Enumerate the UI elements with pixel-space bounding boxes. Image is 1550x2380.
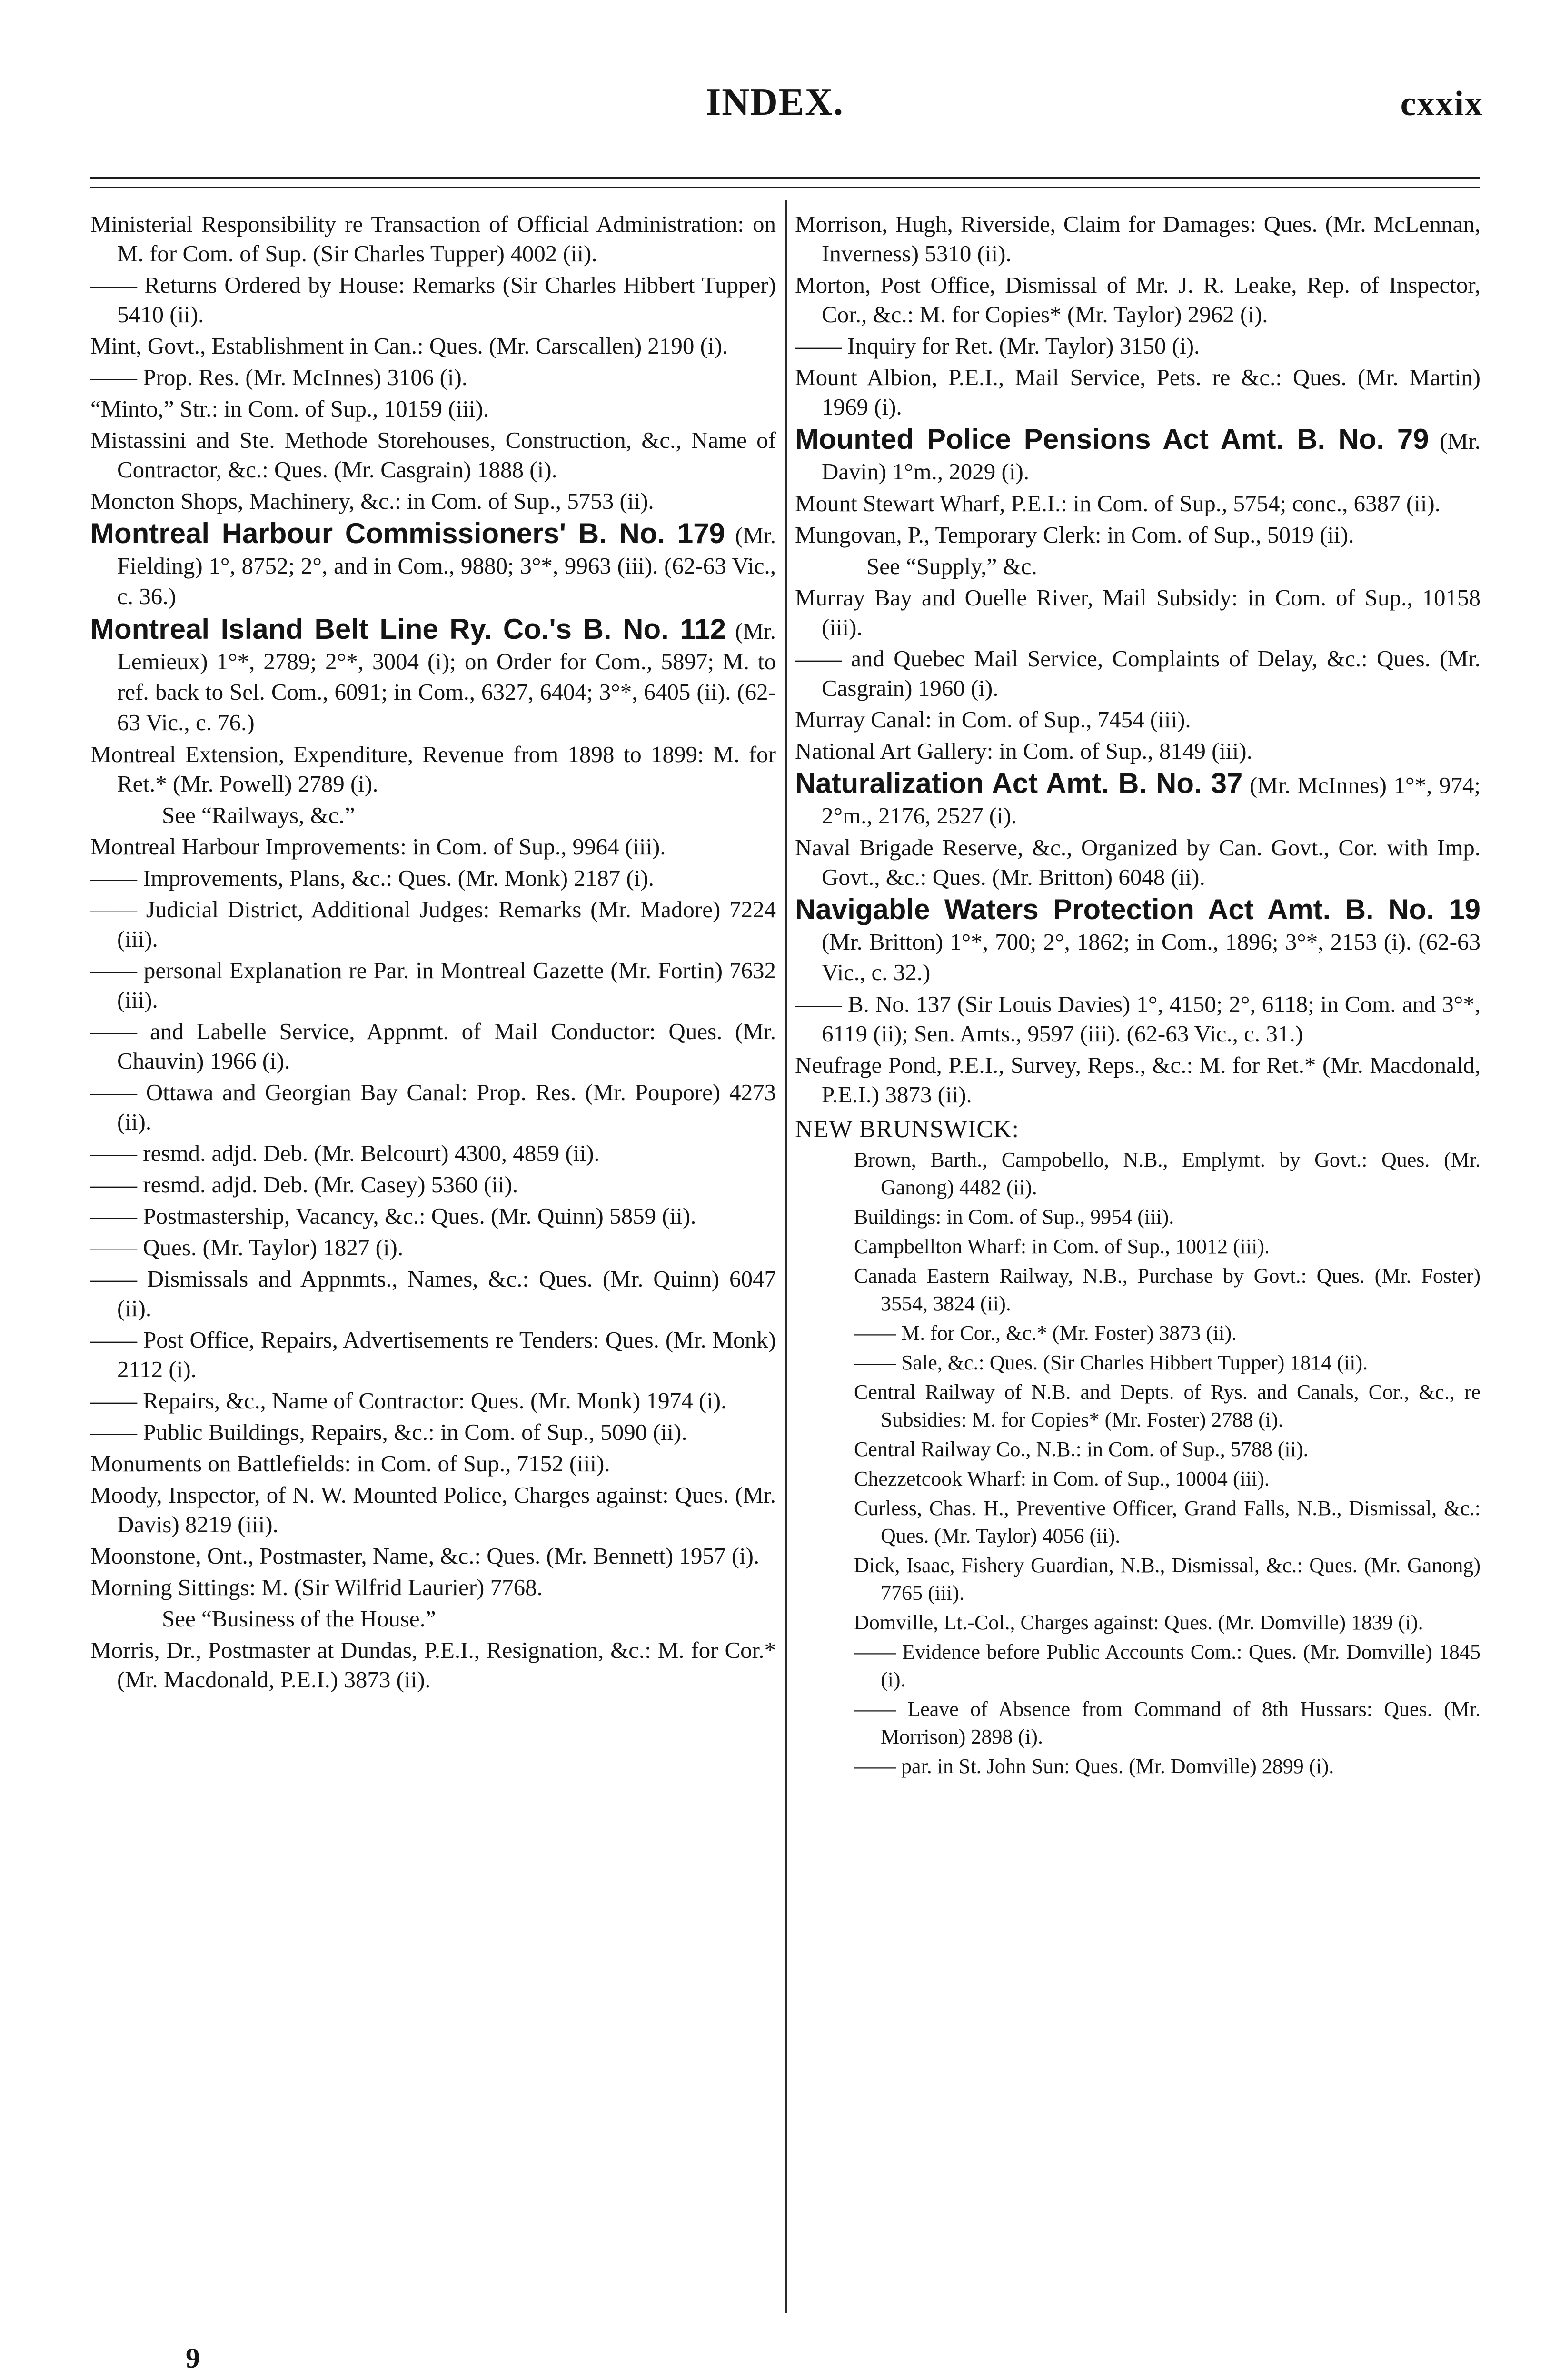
index-entry: —— B. No. 137 (Sir Louis Davies) 1°, 4150; 2°, 6118; in Com. and 3°*, 6119 (ii); Sen. Amts., 9597 (iii). (62-63 Vic., c. 31.) bbox=[795, 991, 1480, 1047]
header-rule-bottom bbox=[90, 187, 1480, 188]
index-entry: See “Business of the House.” bbox=[162, 1606, 436, 1632]
index-entry: —— Dismissals and Appnmts., Names, &c.: Ques. (Mr. Quinn) 6047 (ii). bbox=[90, 1266, 776, 1321]
index-entry: Mount Stewart Wharf, P.E.I.: in Com. of Sup., 5754; conc., 6387 (ii). bbox=[795, 490, 1441, 516]
index-entry: —— Sale, &c.: Ques. (Sir Charles Hibbert Tupper) 1814 (ii). bbox=[854, 1351, 1368, 1374]
index-entry: Neufrage Pond, P.E.I., Survey, Reps., &c.: M. for Ret.* (Mr. Macdonald, P.E.I.) 3873 (ii). bbox=[795, 1052, 1480, 1108]
index-entry: Moonstone, Ont., Postmaster, Name, &c.: Ques. (Mr. Bennett) 1957 (i). bbox=[90, 1543, 760, 1569]
index-entry: Murray Canal: in Com. of Sup., 7454 (iii). bbox=[795, 706, 1191, 733]
section-heading: NEW BRUNSWICK: bbox=[795, 1116, 1019, 1143]
index-entry: —— Repairs, &c., Name of Contractor: Ques. (Mr. Monk) 1974 (i). bbox=[90, 1388, 727, 1414]
index-entry: —— and Labelle Service, Appnmt. of Mail Conductor: Ques. (Mr. Chauvin) 1966 (i). bbox=[90, 1018, 776, 1074]
index-entry: —— Judicial District, Additional Judges: Remarks (Mr. Madore) 7224 (iii). bbox=[90, 896, 776, 952]
index-entry: Montreal Harbour Improvements: in Com. of Sup., 9964 (iii). bbox=[90, 833, 666, 860]
index-entry: —— Ottawa and Georgian Bay Canal: Prop. Res. (Mr. Poupore) 4273 (ii). bbox=[90, 1079, 776, 1135]
index-entry: —— Public Buildings, Repairs, &c.: in Com. of Sup., 5090 (ii). bbox=[90, 1419, 687, 1445]
index-entry: Morrison, Hugh, Riverside, Claim for Damages: Ques. (Mr. McLennan, Inverness) 5310 (ii). bbox=[795, 211, 1480, 267]
index-entry: Morton, Post Office, Dismissal of Mr. J. R. Leake, Rep. of Inspector, Cor., &c.: M. for Copies* (Mr. Taylor) 2962 (i). bbox=[795, 272, 1480, 327]
index-entry: —— Returns Ordered by House: Remarks (Sir Charles Hibbert Tupper) 5410 (ii). bbox=[90, 272, 776, 327]
index-entry: Navigable Waters Protection Act Amt. B. No. 19 (Mr. Britton) 1°*, 700; 2°, 1862; in Com., 1896; 3°*, 2153 (i). (62-63 Vic., c. 32.) bbox=[795, 893, 1480, 985]
column-divider bbox=[785, 200, 787, 2313]
index-entry: —— personal Explanation re Par. in Montreal Gazette (Mr. Fortin) 7632 (iii). bbox=[90, 957, 776, 1013]
index-entry: Morning Sittings: M. (Sir Wilfrid Laurier) 7768. bbox=[90, 1574, 543, 1600]
index-entry: Naturalization Act Amt. B. No. 37 (Mr. McInnes) 1°*, 974; 2°m., 2176, 2527 (i). bbox=[795, 767, 1480, 829]
index-entry: Buildings: in Com. of Sup., 9954 (iii). bbox=[854, 1205, 1174, 1229]
index-entry: Ministerial Responsibility re Transaction of Official Administration: on M. for Com. of Sup. (Sir Charles Tupper) 4002 (ii). bbox=[90, 211, 776, 267]
index-entry: Moncton Shops, Machinery, &c.: in Com. of Sup., 5753 (ii). bbox=[90, 488, 654, 514]
index-entry: Central Railway Co., N.B.: in Com. of Sup., 5788 (ii). bbox=[854, 1438, 1309, 1461]
index-entry: Moody, Inspector, of N. W. Mounted Police, Charges against: Ques. (Mr. Davis) 8219 (iii). bbox=[90, 1482, 776, 1537]
page-number: cxxix bbox=[1400, 84, 1483, 123]
index-entry: Canada Eastern Railway, N.B., Purchase by Govt.: Ques. (Mr. Foster) 3554, 3824 (ii). bbox=[854, 1264, 1480, 1315]
index-entry: Domville, Lt.-Col., Charges against: Ques. (Mr. Domville) 1839 (i). bbox=[854, 1611, 1423, 1634]
page-signature: 9 bbox=[186, 2342, 200, 2374]
index-entry: —— Inquiry for Ret. (Mr. Taylor) 3150 (i). bbox=[795, 333, 1200, 359]
index-entry: —— Post Office, Repairs, Advertisements re Tenders: Ques. (Mr. Monk) 2112 (i). bbox=[90, 1327, 776, 1382]
index-entry: Montreal Island Belt Line Ry. Co.'s B. No. 112 (Mr. Lemieux) 1°*, 2789; 2°*, 3004 (i); on Order for Com., 5897; M. to ref. back to Sel. Com., 6091; in Com., 6327, 6404; 3°*, 6405 (ii). (62-63 Vic., c. 76.) bbox=[90, 613, 776, 735]
index-entry: National Art Gallery: in Com. of Sup., 8149 (iii). bbox=[795, 738, 1252, 764]
index-entry: —— resmd. adjd. Deb. (Mr. Belcourt) 4300, 4859 (ii). bbox=[90, 1140, 600, 1166]
index-entry: Mistassini and Ste. Methode Storehouses, Construction, &c., Name of Contractor, &c.: Ques. (Mr. Casgrain) 1888 (i). bbox=[90, 427, 776, 483]
index-entry: Central Railway of N.B. and Depts. of Rys. and Canals, Cor., &c., re Subsidies: M. for Copies* (Mr. Foster) 2788 (i). bbox=[854, 1380, 1480, 1431]
index-entry: Murray Bay and Ouelle River, Mail Subsidy: in Com. of Sup., 10158 (iii). bbox=[795, 585, 1480, 640]
left-column bbox=[90, 209, 776, 1696]
index-entry: Chezzetcook Wharf: in Com. of Sup., 10004 (iii). bbox=[854, 1467, 1270, 1490]
index-entry: Montreal Extension, Expenditure, Revenue from 1898 to 1899: M. for Ret.* (Mr. Powell) 2789 (i). bbox=[90, 741, 776, 797]
index-entry: Mint, Govt., Establishment in Can.: Ques. (Mr. Carscallen) 2190 (i). bbox=[90, 333, 728, 359]
index-entry: Naval Brigade Reserve, &c., Organized by Can. Govt., Cor. with Imp. Govt., &c.: Ques. (Mr. Britton) 6048 (ii). bbox=[795, 834, 1480, 890]
index-entry: Mungovan, P., Temporary Clerk: in Com. of Sup., 5019 (ii). bbox=[795, 522, 1354, 548]
index-entry: Mount Albion, P.E.I., Mail Service, Pets. re &c.: Ques. (Mr. Martin) 1969 (i). bbox=[795, 364, 1480, 420]
index-entry: Curless, Chas. H., Preventive Officer, Grand Falls, N.B., Dismissal, &c.: Ques. (Mr. Taylor) 4056 (ii). bbox=[854, 1497, 1480, 1547]
index-entry: Morris, Dr., Postmaster at Dundas, P.E.I., Resignation, &c.: M. for Cor.* (Mr. Macdonald, P.E.I.) 3873 (ii). bbox=[90, 1637, 776, 1693]
page-title: INDEX. bbox=[706, 81, 844, 123]
index-entry: —— resmd. adjd. Deb. (Mr. Casey) 5360 (ii). bbox=[90, 1171, 518, 1198]
index-entry: Campbellton Wharf: in Com. of Sup., 10012 (iii). bbox=[854, 1235, 1270, 1258]
index-entry: —— par. in St. John Sun: Ques. (Mr. Domville) 2899 (i). bbox=[854, 1755, 1334, 1778]
index-entry: Monuments on Battlefields: in Com. of Sup., 7152 (iii). bbox=[90, 1450, 610, 1477]
index-entry: —— Improvements, Plans, &c.: Ques. (Mr. Monk) 2187 (i). bbox=[90, 865, 655, 891]
index-entry: See “Railways, &c.” bbox=[162, 802, 355, 828]
right-column bbox=[795, 209, 1480, 1782]
index-entry: Dick, Isaac, Fishery Guardian, N.B., Dismissal, &c.: Ques. (Mr. Ganong) 7765 (iii). bbox=[854, 1554, 1480, 1605]
index-entry: —— Ques. (Mr. Taylor) 1827 (i). bbox=[90, 1234, 404, 1260]
index-entry: “Minto,” Str.: in Com. of Sup., 10159 (iii). bbox=[90, 396, 489, 422]
index-entry: —— Prop. Res. (Mr. McInnes) 3106 (i). bbox=[90, 364, 468, 390]
header-rule-top bbox=[90, 177, 1480, 179]
index-entry: Brown, Barth., Campobello, N.B., Emplymt. by Govt.: Ques. (Mr. Ganong) 4482 (ii). bbox=[854, 1148, 1480, 1199]
index-entry: —— and Quebec Mail Service, Complaints of Delay, &c.: Ques. (Mr. Casgrain) 1960 (i). bbox=[795, 645, 1480, 701]
index-entry: —— Postmastership, Vacancy, &c.: Ques. (Mr. Quinn) 5859 (ii). bbox=[90, 1203, 696, 1229]
index-entry: —— M. for Cor., &c.* (Mr. Foster) 3873 (ii). bbox=[854, 1321, 1237, 1345]
index-entry: Montreal Harbour Commissioners' B. No. 179 (Mr. Fielding) 1°, 8752; 2°, and in Com., 9880; 3°*, 9963 (iii). (62-63 Vic., c. 36.) bbox=[90, 517, 776, 609]
index-entry: Mounted Police Pensions Act Amt. B. No. 79 (Mr. Davin) 1°m., 2029 (i). bbox=[795, 423, 1481, 485]
index-entry: —— Leave of Absence from Command of 8th Hussars: Ques. (Mr. Morrison) 2898 (i). bbox=[854, 1697, 1480, 1748]
index-entry: —— Evidence before Public Accounts Com.: Ques. (Mr. Domville) 1845 (i). bbox=[854, 1640, 1480, 1691]
index-entry: See “Supply,” &c. bbox=[866, 553, 1037, 579]
